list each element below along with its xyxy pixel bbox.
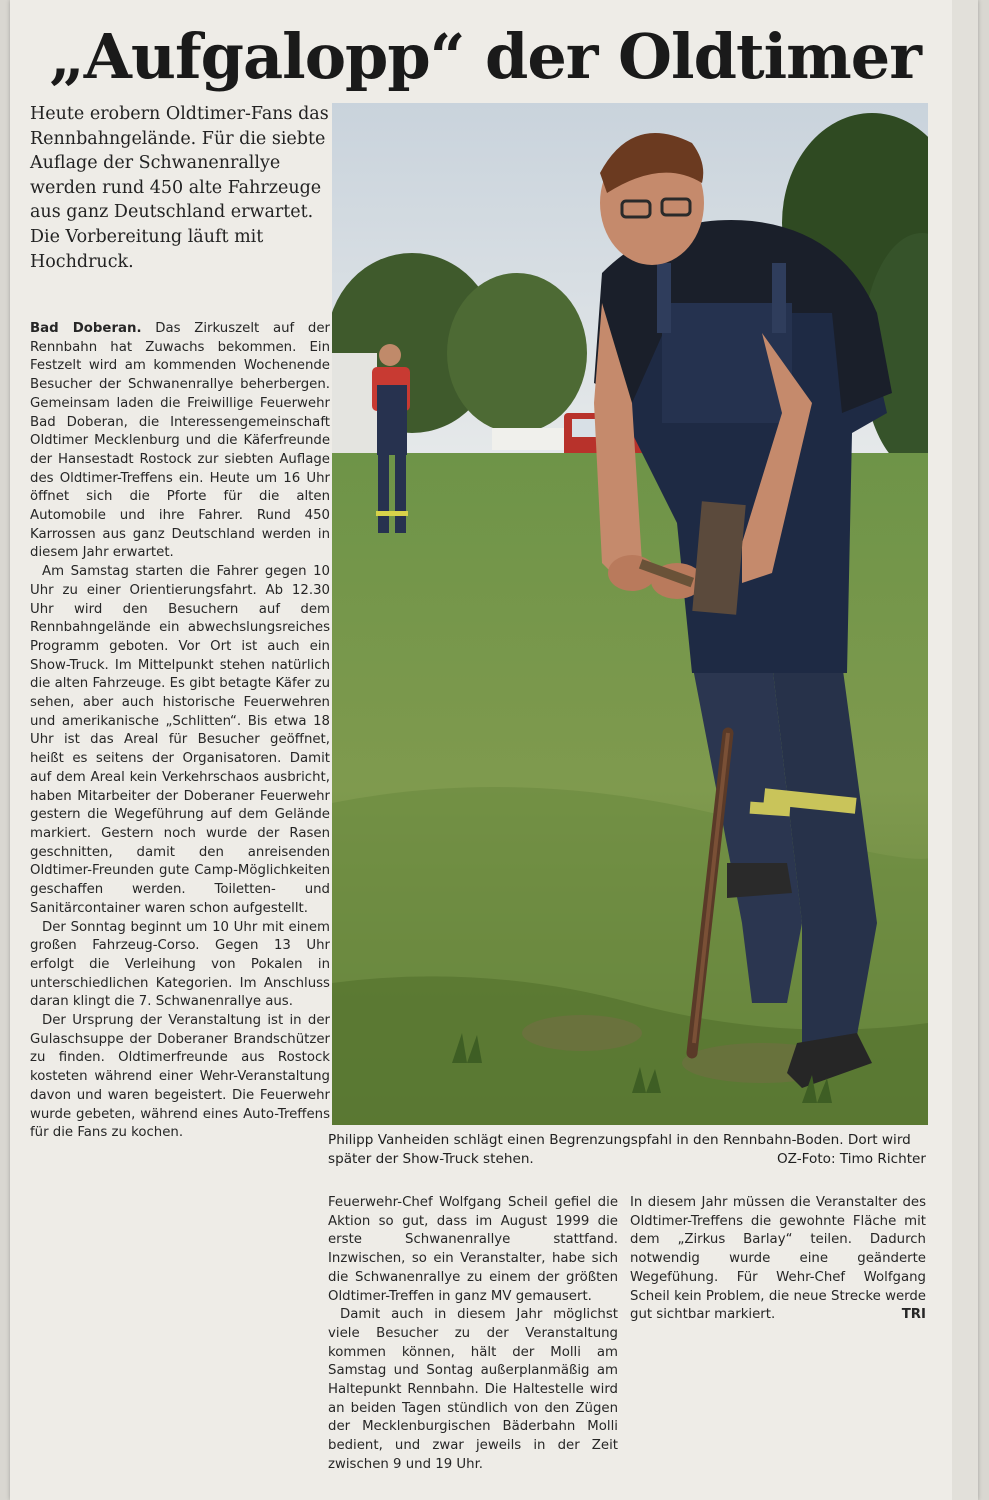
photo-credit: OZ-Foto: Timo Richter [776,1150,926,1167]
article-paragraph: In diesem Jahr müssen die Veranstalter des Oldtimer-Treffens die gewohnte Fläche mit dem „Zirkus Barlay“ teilen. Dadurch notwendig wurde eine geänderte Wegefühung. Für Wehr-Chef Wolfgang Scheil kein Problem, die neue Strecke werde gut sichtbar markiert. TRI [630,1194,926,1325]
photo-firefighter-driving-stake-illustration [332,103,928,1125]
newspaper-clipping [10,0,978,1500]
article-column-left [30,320,330,1143]
article-column-right [630,1194,926,1325]
article-column-middle [328,1194,618,1475]
article-paragraph: Der Ursprung der Veranstaltung ist in der Gulaschsuppe der Doberaner Brandschützer zu finden. Oldtimerfreunde aus Rostock kosteten während einer Wehr-Veranstaltung davon und waren begeistert. Die Feuerwehr wurde gebeten, während eines Auto-Treffens für die Fans zu kochen. [30,1013,330,1141]
article-paragraph: Der Sonntag beginnt um 10 Uhr mit einem großen Fahrzeug-Corso. Gegen 13 Uhr erfolgt die Verleihung von Pokalen in unterschiedlichen Kategorien. Im Anschluss daran klingt die 7. Schwanenrallye aus. [30,919,330,1010]
dateline: Bad Doberan. [30,321,142,336]
article-paragraph: Feuerwehr-Chef Wolfgang Scheil gefiel die Aktion so gut, dass im August 1999 die erste Schwanenrallye stattfand. Inzwischen, so ein Veranstalter, habe sich die Schwanenrallye zu einem der größten Oldtimer-Treffen in ganz MV gemausert. [328,1195,618,1304]
photo-caption [328,1131,926,1168]
news-photo [332,103,928,1125]
headline: „Aufgalopp“ der Oldtimer [49,20,921,93]
article-paragraph: Damit auch in diesem Jahr möglichst viele Besucher zu der Veranstaltung kommen können, hält der Molli am Samstag und Sontag außerplanmäßig am Haltepunkt Rennbahn. Die Haltestelle wird an beiden Tagen stündlich von den Zügen der Mecklenburgischen Bäderbahn Molli bedient, und zwar jeweils in der Zeit zwischen 9 und 19 Uhr. [328,1307,618,1472]
article-paragraph: Bad Doberan. Das Zirkuszelt auf der Rennbahn hat Zuwachs bekommen. Ein Festzelt wird am kommenden Wochenende Besucher der Schwanenrallye beherbergen. Gemeinsam laden die Freiwillige Feuerwehr Bad Doberan, die Interessengemeinschaft Oldtimer Mecklenburg und die Käferfreunde der Hansestadt Rostock zur siebten Auflage des Oldtimer-Treffens ein. Heute um 16 Uhr öffnet sich die Pforte für die alten Automobile und ihre Fahrer. Rund 450 Karrossen aus ganz Deutschland werden in diesem Jahr erwartet. [30,321,330,561]
adjacent-column-edge [952,0,978,1500]
lead-paragraph: Heute erobern Oldtimer-Fans das Rennbahngelände. Für die siebte Auflage der Schwanenrallye werden rund 450 alte Fahrzeuge aus ganz Deutschland erwartet. Die Vorbereitung läuft mit Hochdruck. [30,104,329,272]
author-signature: TRI [901,1307,926,1323]
caption-text: Philipp Vanheiden schlägt einen Begrenzungspfahl in den Rennbahn-Boden. Dort wird später der Show-Truck stehen. [328,1132,911,1167]
article-paragraph: Am Samstag starten die Fahrer gegen 10 Uhr zu einer Orientierungsfahrt. Ab 12.30 Uhr wird den Besuchern auf dem Rennbahngelände ein abwechslungsreiches Programm geboten. Vor Ort ist auch ein Show-Truck. Im Mittelpunkt stehen natürlich die alten Fahrzeuge. Es gibt betagte Käfer zu sehen, aber auch historische Feuerwehren und amerikanische „Schlitten“. Bis etwa 18 Uhr ist das Areal für Besucher geöffnet, heißt es seitens der Organisatoren. Damit auf dem Areal kein Verkehrschaos ausbricht, haben Mitarbeiter der Doberaner Feuerwehr gestern die Wegeführung auf dem Gelände markiert. Gestern noch wurde der Rasen geschnitten, damit den anreisenden Oldtimer-Freunden gute Camp-Möglichkeiten geschaffen werden. Toiletten- und Sanitärcontainer waren schon aufgestellt. [30,564,330,916]
